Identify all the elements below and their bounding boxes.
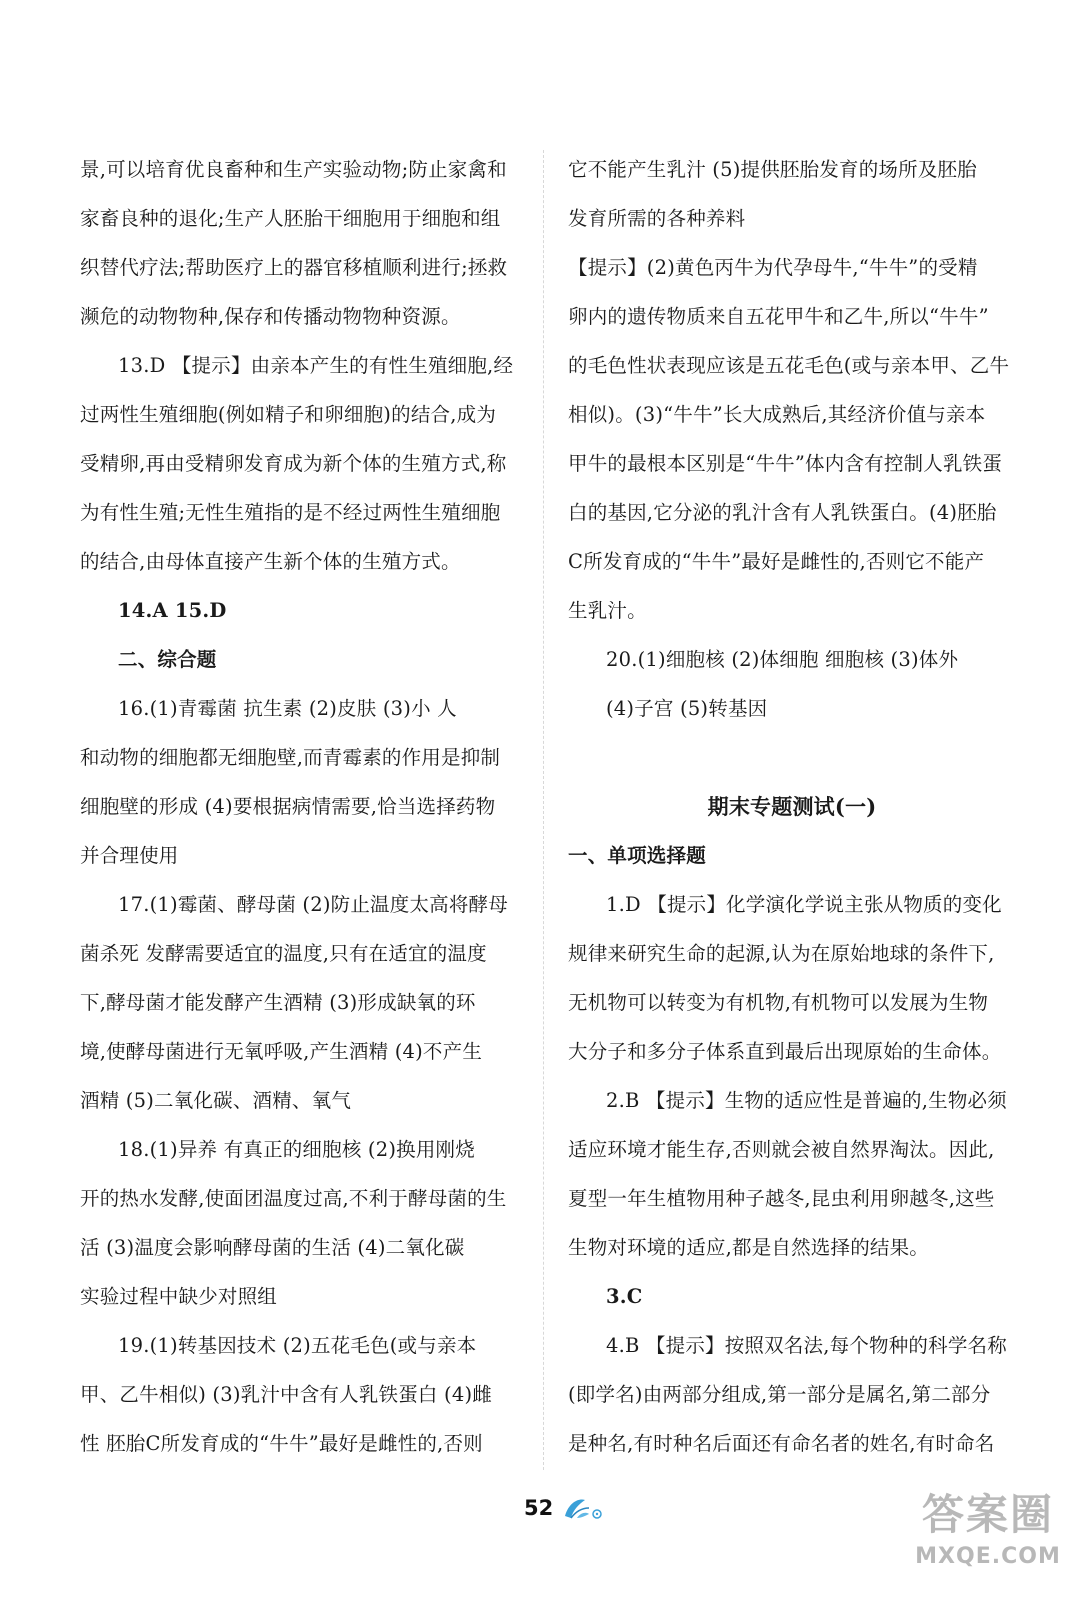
text-line: (即学名)由两部分组成,第一部分是属名,第二部分	[568, 1383, 991, 1406]
watermark-url: MXQE.COM	[915, 1544, 1061, 1569]
answer-14-15: 14.A 15.D	[118, 599, 227, 622]
text-line: 规律来研究生命的起源,认为在原始地球的条件下,	[568, 942, 995, 965]
text-line: 相似)。(3)“牛牛”长大成熟后,其经济价值与亲本	[568, 403, 986, 426]
text-line: 大分子和多分子体系直到最后出现原始的生命体。	[568, 1040, 1002, 1063]
text-line: 细胞壁的形成 (4)要根据病情需要,恰当选择药物	[80, 795, 496, 818]
left-column	[80, 145, 528, 1468]
text-line: 甲、乙牛相似) (3)乳汁中含有人乳铁蛋白 (4)雌	[80, 1383, 492, 1406]
answer-18: 18.(1)异养 有真正的细胞核 (2)换用刚烧	[118, 1138, 475, 1161]
text-line: 开的热水发酵,使面团温度过高,不利于酵母菌的生	[80, 1187, 507, 1210]
text-line: 受精卵,再由受精卵发育成为新个体的生殖方式,称	[80, 452, 507, 475]
text-line: 的毛色性状表现应该是五花毛色(或与亲本甲、乙牛	[568, 354, 1010, 377]
text-line: 过两性生殖细胞(例如精子和卵细胞)的结合,成为	[80, 403, 497, 426]
answer-17: 17.(1)霉菌、酵母菌 (2)防止温度太高将酵母	[118, 893, 508, 916]
text-line: 生乳汁。	[568, 599, 647, 622]
text-line: 性 胚胎C所发育成的“牛牛”最好是雌性的,否则	[80, 1432, 483, 1455]
answer-2: 2.B 【提示】生物的适应性是普遍的,生物必须	[606, 1089, 1007, 1112]
text-line: 它不能产生乳汁 (5)提供胚胎发育的场所及胚胎	[568, 158, 977, 181]
hint-paragraph: 【提示】(2)黄色丙牛为代孕母牛,“牛牛”的受精	[568, 256, 978, 279]
text-line: 发育所需的各种养料	[568, 207, 746, 230]
text-line: 和动物的细胞都无细胞壁,而青霉素的作用是抑制	[80, 746, 501, 769]
text-line: 的结合,由母体直接产生新个体的生殖方式。	[80, 550, 461, 573]
answer-13: 13.D 【提示】由亲本产生的有性生殖细胞,经	[118, 354, 514, 377]
text-line: 卵内的遗传物质来自五花甲牛和乙牛,所以“牛牛”	[568, 305, 989, 328]
answer-20: 20.(1)细胞核 (2)体细胞 细胞核 (3)体外	[606, 648, 959, 671]
section-heading-comprehensive: 二、综合题	[118, 648, 217, 671]
text-line: C所发育成的“牛牛”最好是雌性的,否则它不能产	[568, 550, 985, 573]
section-title-final-test: 期末专题测试(一)	[707, 794, 877, 819]
text-line: 是种名,有时种名后面还有命名者的姓名,有时命名	[568, 1432, 995, 1455]
text-line: 甲牛的最根本区别是“牛牛”体内含有控制人乳铁蛋	[568, 452, 1003, 475]
section-heading-single-choice: 一、单项选择题	[568, 844, 706, 867]
right-column	[568, 145, 1016, 1468]
text-line: 白的基因,它分泌的乳汁含有人乳铁蛋白。(4)胚胎	[568, 501, 997, 524]
watermark-logo	[908, 1488, 1068, 1592]
text-line: 生物对环境的适应,都是自然选择的结果。	[568, 1236, 929, 1259]
text-line: 濒危的动物物种,保存和传播动物物种资源。	[80, 305, 461, 328]
answer-19: 19.(1)转基因技术 (2)五花毛色(或与亲本	[118, 1334, 477, 1357]
text-line: 菌杀死 发酵需要适宜的温度,只有在适宜的温度	[80, 942, 487, 965]
page-number: 52	[524, 1496, 554, 1520]
text-line: (4)子宫 (5)转基因	[606, 697, 768, 720]
leaf-ornament-icon	[563, 1496, 605, 1526]
text-line: 下,酵母菌才能发酵产生酒精 (3)形成缺氧的环	[80, 991, 476, 1014]
watermark-title: 答案圈	[921, 1490, 1054, 1539]
spacer	[568, 733, 1016, 782]
answer-3: 3.C	[606, 1285, 643, 1308]
text-line: 夏型一年生植物用种子越冬,昆虫利用卵越冬,这些	[568, 1187, 995, 1210]
answer-16: 16.(1)青霉菌 抗生素 (2)皮肤 (3)小 人	[118, 697, 457, 720]
text-line: 景,可以培育优良畜种和生产实验动物;防止家禽和	[80, 158, 507, 181]
answer-1: 1.D 【提示】化学演化学说主张从物质的变化	[606, 893, 1002, 916]
text-line: 活 (3)温度会影响酵母菌的生活 (4)二氧化碳	[80, 1236, 465, 1259]
text-line: 无机物可以转变为有机物,有机物可以发展为生物	[568, 991, 989, 1014]
column-divider	[543, 150, 544, 1470]
text-line: 织替代疗法;帮助医疗上的器官移植顺利进行;拯救	[80, 256, 508, 279]
text-line: 家畜良种的退化;生产人胚胎干细胞用于细胞和组	[80, 207, 501, 230]
text-line: 境,使酵母菌进行无氧呼吸,产生酒精 (4)不产生	[80, 1040, 483, 1063]
text-line: 适应环境才能生存,否则就会被自然界淘汰。因此,	[568, 1138, 995, 1161]
answer-4: 4.B 【提示】按照双名法,每个物种的科学名称	[606, 1334, 1007, 1357]
text-line: 实验过程中缺少对照组	[80, 1285, 278, 1308]
text-line: 并合理使用	[80, 844, 179, 867]
text-line: 酒精 (5)二氧化碳、酒精、氧气	[80, 1089, 352, 1112]
text-line: 为有性生殖;无性生殖指的是不经过两性生殖细胞	[80, 501, 501, 524]
